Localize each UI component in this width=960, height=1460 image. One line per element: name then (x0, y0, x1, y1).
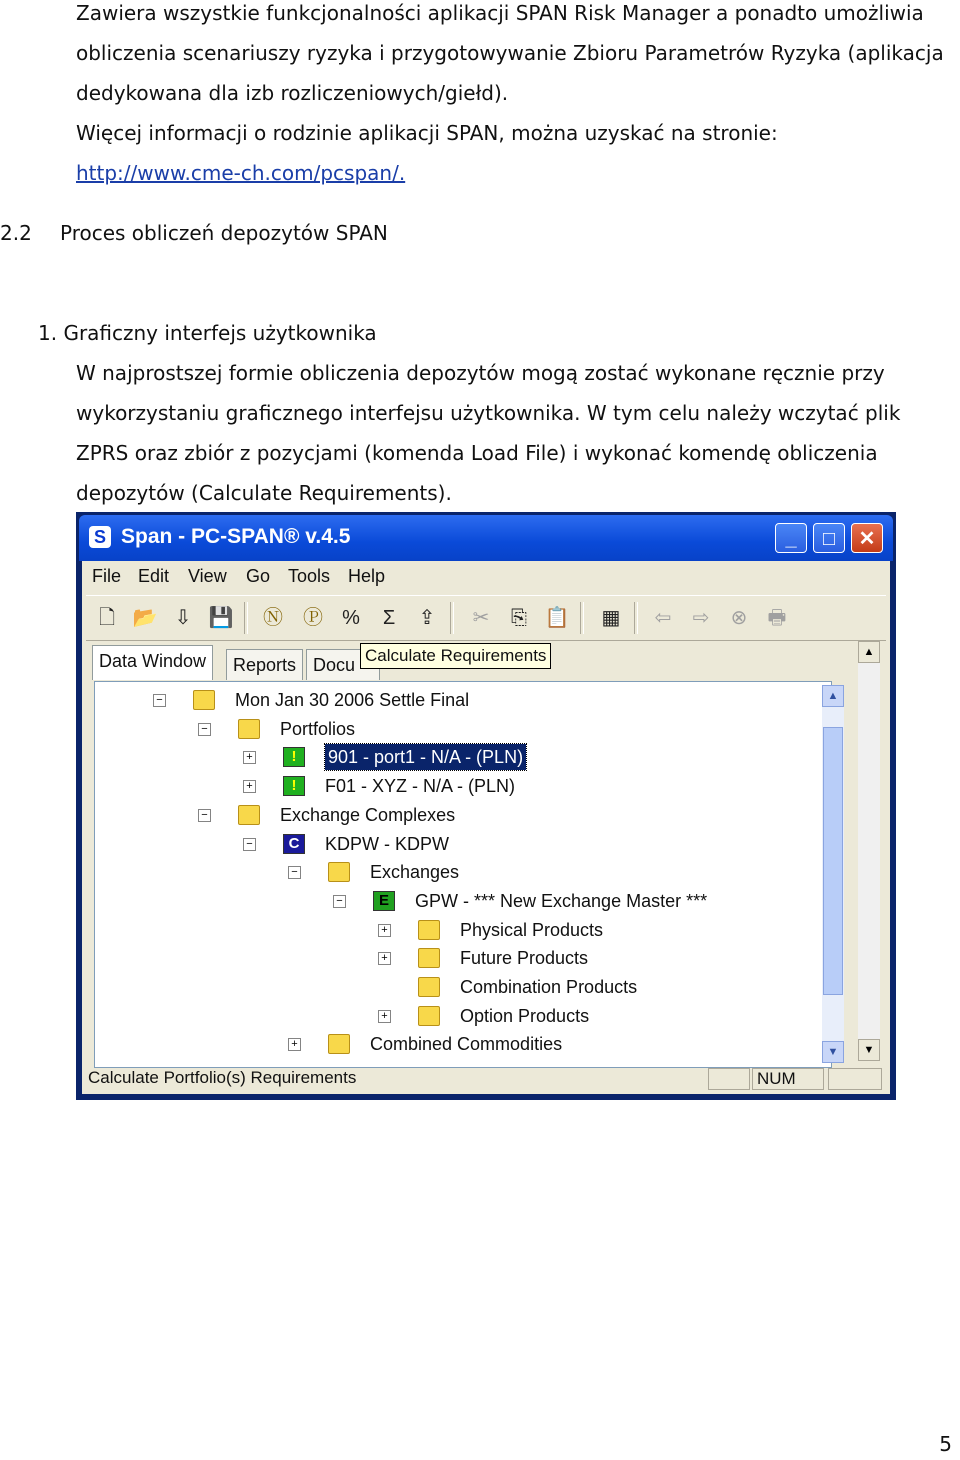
para2-line1: W najprostszej formie obliczenia depozytów mogą zostać wykonane ręcznie przy (76, 361, 885, 385)
copy-icon[interactable]: ⎘ (511, 607, 527, 629)
expand-icon[interactable]: + (378, 952, 391, 965)
item-title: 1. Graficzny interfejs użytkownika (38, 321, 377, 345)
toolbar-separator (244, 602, 248, 634)
pcspan-window (76, 512, 896, 1100)
portfolio-icon[interactable]: Ⓟ (303, 607, 323, 629)
folder-icon (328, 862, 350, 882)
collapse-icon[interactable]: − (198, 723, 211, 736)
export-icon[interactable]: ⇪ (418, 607, 436, 629)
menu-edit[interactable]: Edit (138, 566, 170, 586)
back-arrow-icon[interactable]: ⇦ (654, 607, 672, 629)
outer-scroll-up-icon[interactable]: ▲ (858, 641, 880, 663)
cut-icon[interactable]: ✂ (472, 607, 490, 629)
tree-node-label: KDPW - KDPW (325, 833, 449, 854)
folder-icon (238, 805, 260, 825)
menu-tools[interactable]: Tools (288, 566, 331, 586)
exchange-icon: E (373, 891, 395, 911)
title-bar[interactable] (79, 515, 893, 561)
tree-node-label: Option Products (460, 1005, 590, 1026)
toolbar-separator (634, 602, 638, 634)
collapse-icon[interactable]: − (198, 809, 211, 822)
folder-icon (418, 948, 440, 968)
window-title: Span - PC-SPAN® v.4.5 (121, 525, 351, 548)
new-file-icon[interactable]: 🗋 (98, 607, 116, 629)
tree-node-label: Combined Commodities (370, 1034, 563, 1055)
expand-icon[interactable]: + (243, 780, 256, 793)
new-portfolio-icon[interactable]: Ⓝ (263, 607, 283, 629)
calculate-requirements-icon[interactable]: Σ (382, 607, 396, 629)
menu-go[interactable]: Go (246, 566, 271, 586)
forward-arrow-icon[interactable]: ⇨ (692, 607, 710, 629)
collapse-icon[interactable]: − (243, 838, 256, 851)
folder-icon (238, 719, 260, 739)
page-number: 5 (939, 1432, 952, 1456)
complex-icon: C (283, 834, 305, 854)
scroll-up-icon[interactable]: ▲ (822, 685, 844, 707)
collapse-icon[interactable]: − (288, 866, 301, 879)
scroll-thumb[interactable] (823, 727, 843, 995)
outer-scrollbar[interactable] (858, 641, 880, 1061)
expand-icon[interactable]: + (378, 924, 391, 937)
tab-reports[interactable]: Reports (226, 649, 303, 680)
tree-node-label: Portfolios (280, 718, 356, 739)
save-icon[interactable]: 💾 (208, 607, 234, 629)
tooltip: Calculate Requirements (360, 643, 551, 669)
tree-scrollbar[interactable] (822, 685, 844, 1063)
calculator-icon[interactable]: ▦ (601, 607, 621, 629)
paste-icon[interactable]: 📋 (544, 607, 570, 629)
section-title: Proces obliczeń depozytów SPAN (60, 221, 388, 245)
close-button[interactable]: ✕ (851, 523, 883, 553)
tree-view[interactable] (94, 681, 832, 1068)
tree-node-label: F01 - XYZ - N/A - (PLN) (325, 776, 516, 797)
minimize-button[interactable]: _ (775, 523, 807, 553)
menu-bar (82, 561, 890, 591)
tab-data-window[interactable]: Data Window (92, 645, 213, 680)
expand-icon[interactable]: + (243, 751, 256, 764)
tab-documents[interactable]: Docu (306, 649, 380, 680)
tree-node-label: Future Products (460, 948, 589, 969)
folder-icon (418, 977, 440, 997)
menu-help[interactable]: Help (348, 566, 386, 586)
load-icon[interactable]: ⇩ (174, 607, 192, 629)
status-bar (82, 1064, 890, 1094)
tree-node-label: GPW - *** New Exchange Master *** (415, 890, 708, 911)
menu-view[interactable]: View (188, 566, 227, 586)
pcspan-link[interactable]: http://www.cme-ch.com/pcspan/. (76, 161, 406, 185)
outer-scroll-down-icon[interactable]: ▼ (858, 1039, 880, 1061)
folder-icon (418, 1006, 440, 1026)
stop-icon[interactable]: ⊗ (730, 607, 748, 629)
percent-icon[interactable]: % (342, 607, 360, 629)
tree-node-label: 901 - port1 - N/A - (PLN) (325, 744, 526, 770)
tree-node-label: Mon Jan 30 2006 Settle Final (235, 690, 470, 710)
tree-node-label: Exchanges (370, 862, 460, 883)
folder-icon (418, 920, 440, 940)
section-number: 2.2 (0, 221, 32, 245)
portfolio-warning-icon: ! (283, 776, 305, 796)
para1-line3: dedykowana dla izb rozliczeniowych/giełd). (76, 81, 509, 105)
maximize-button[interactable]: □ (813, 523, 845, 553)
portfolio-warning-icon: ! (283, 747, 305, 767)
client-area (82, 561, 890, 1094)
menu-file[interactable]: File (92, 566, 122, 586)
para2-line2: wykorzystaniu graficznego interfejsu użytkownika. W tym celu należy wczytać plik (76, 401, 901, 425)
status-message: Calculate Portfolio(s) Requirements (88, 1068, 357, 1087)
para1-line2: obliczenia scenariuszy ryzyka i przygotowywanie Zbioru Parametrów Ryzyka (aplikacja (76, 41, 944, 65)
folder-icon (328, 1034, 350, 1054)
expand-icon[interactable]: + (378, 1010, 391, 1023)
collapse-icon[interactable]: − (153, 694, 166, 707)
para2-line3: ZPRS oraz zbiór z pozycjami (komenda Load File) i wykonać komendę obliczenia (76, 441, 878, 465)
para2-line4: depozytów (Calculate Requirements). (76, 481, 452, 505)
status-pane-empty (708, 1068, 750, 1090)
collapse-icon[interactable]: − (333, 895, 346, 908)
expand-icon[interactable]: + (288, 1038, 301, 1051)
para1-line4: Więcej informacji o rodzinie aplikacji SPAN, można uzyskać na stronie: (76, 121, 778, 145)
open-folder-icon[interactable]: 📂 (132, 607, 158, 629)
para1-line1: Zawiera wszystkie funkcjonalności aplikacji SPAN Risk Manager a ponadto umożliwia (76, 1, 924, 25)
print-icon[interactable]: 🖶 (767, 607, 787, 629)
tree-node-label: Combination Products (460, 977, 638, 997)
status-num: NUM (752, 1068, 824, 1090)
tree-node-label: Exchange Complexes (280, 804, 456, 825)
scroll-down-icon[interactable]: ▼ (822, 1041, 844, 1063)
toolbar-separator (450, 602, 454, 634)
status-pane-empty (828, 1068, 882, 1090)
tree-node-label: Physical Products (460, 919, 604, 940)
toolbar-separator (580, 602, 584, 634)
toolbar (86, 595, 886, 641)
app-icon[interactable]: S (89, 526, 111, 548)
folder-icon (193, 690, 215, 710)
